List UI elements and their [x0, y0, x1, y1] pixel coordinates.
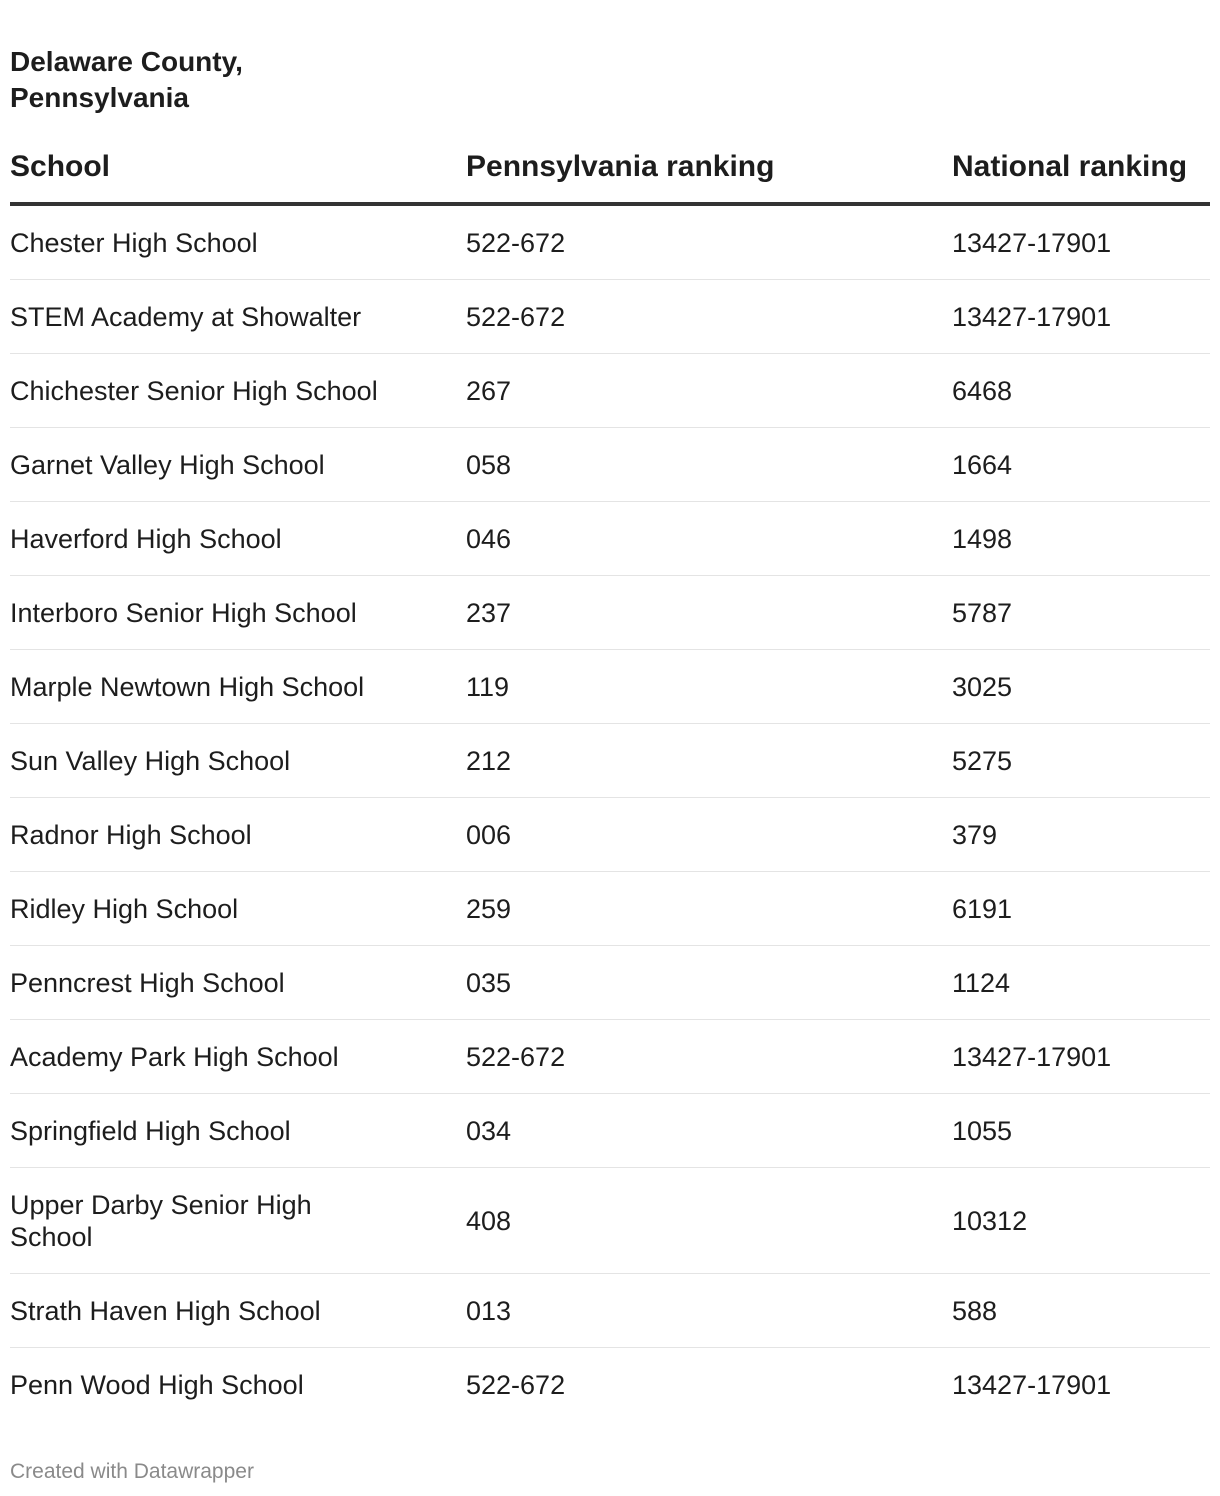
- pennsylvania-ranking-cell: 006: [466, 798, 952, 872]
- school-name-cell: Penncrest High School: [10, 946, 466, 1020]
- table-row: [10, 1348, 1210, 1422]
- school-name-cell: Ridley High School: [10, 872, 466, 946]
- table-row: [10, 946, 1210, 1020]
- pennsylvania-ranking-cell: 013: [466, 1274, 952, 1348]
- table-row: [10, 1020, 1210, 1094]
- table-header-row: [10, 132, 1210, 204]
- national-ranking-cell: 1055: [952, 1094, 1210, 1168]
- pennsylvania-ranking-cell: 035: [466, 946, 952, 1020]
- national-ranking-cell: 10312: [952, 1168, 1210, 1274]
- table-row: [10, 1274, 1210, 1348]
- national-ranking-cell: 13427-17901: [952, 1020, 1210, 1094]
- pennsylvania-ranking-cell: 212: [466, 724, 952, 798]
- column-header-national-ranking[interactable]: National ranking: [952, 132, 1210, 204]
- pennsylvania-ranking-cell: 267: [466, 354, 952, 428]
- pennsylvania-ranking-cell: 259: [466, 872, 952, 946]
- school-name-cell: Chester High School: [10, 204, 466, 280]
- national-ranking-cell: 13427-17901: [952, 1369, 1112, 1400]
- table-row: [10, 724, 1210, 798]
- table-row: [10, 1168, 1210, 1274]
- national-ranking-cell: 1124: [952, 946, 1210, 1020]
- pennsylvania-ranking-cell: 046: [466, 502, 952, 576]
- national-ranking-cell: 588: [952, 1274, 1210, 1348]
- rankings-table: [10, 132, 1210, 1421]
- datawrapper-credit: Created with Datawrapper: [10, 1460, 254, 1483]
- school-name-cell: Academy Park High School: [10, 1020, 466, 1094]
- table-row: [10, 798, 1210, 872]
- national-ranking-cell: 6468: [952, 354, 1210, 428]
- school-name-cell: Strath Haven High School: [10, 1274, 466, 1348]
- national-ranking-cell: 379: [952, 798, 1210, 872]
- table-row: [10, 872, 1210, 946]
- school-name-cell: Garnet Valley High School: [10, 428, 466, 502]
- table-row: [10, 650, 1210, 724]
- school-name-cell: Springfield High School: [10, 1094, 466, 1168]
- pennsylvania-ranking-cell: 522-672: [466, 280, 952, 354]
- pennsylvania-ranking-cell: 034: [466, 1094, 952, 1168]
- national-ranking-cell: 1498: [952, 502, 1210, 576]
- table-row: [10, 576, 1210, 650]
- pennsylvania-ranking-cell: 522-672: [466, 1369, 566, 1400]
- pennsylvania-ranking-cell: 408: [466, 1168, 952, 1274]
- table-row: [10, 280, 1210, 354]
- school-name-cell: Radnor High School: [10, 798, 466, 872]
- table-row: [10, 428, 1210, 502]
- column-header-pennsylvania-ranking[interactable]: Pennsylvania ranking: [466, 132, 952, 204]
- school-name-cell: Interboro Senior High School: [10, 576, 466, 650]
- pennsylvania-ranking-cell: 119: [466, 650, 952, 724]
- school-name-cell: STEM Academy at Showalter: [10, 280, 466, 354]
- table-body: [10, 204, 1210, 1421]
- national-ranking-cell: 13427-17901: [952, 280, 1210, 354]
- chart-title: Delaware County, Pennsylvania: [10, 46, 243, 113]
- school-name-cell: Marple Newtown High School: [10, 650, 466, 724]
- school-name-cell: Chichester Senior High School: [10, 354, 466, 428]
- national-ranking-cell: 6191: [952, 872, 1210, 946]
- school-name-cell: Haverford High School: [10, 502, 466, 576]
- national-ranking-cell: 5787: [952, 576, 1210, 650]
- pennsylvania-ranking-cell: 237: [466, 576, 952, 650]
- pennsylvania-ranking-cell: 522-672: [466, 204, 952, 280]
- column-header-school[interactable]: School: [10, 132, 466, 204]
- table-row: [10, 354, 1210, 428]
- national-ranking-cell: 3025: [952, 650, 1210, 724]
- pennsylvania-ranking-cell: 522-672: [466, 1020, 952, 1094]
- national-ranking-cell: 13427-17901: [952, 204, 1210, 280]
- table-row: [10, 1094, 1210, 1168]
- school-name-cell: Upper Darby Senior High School: [10, 1168, 466, 1274]
- national-ranking-cell: 1664: [952, 428, 1210, 502]
- national-ranking-cell: 5275: [952, 724, 1210, 798]
- pennsylvania-ranking-cell: 058: [466, 428, 952, 502]
- school-name-cell: Penn Wood High School: [10, 1369, 304, 1400]
- table-row: [10, 502, 1210, 576]
- table-row: [10, 204, 1210, 280]
- school-name-cell: Sun Valley High School: [10, 724, 466, 798]
